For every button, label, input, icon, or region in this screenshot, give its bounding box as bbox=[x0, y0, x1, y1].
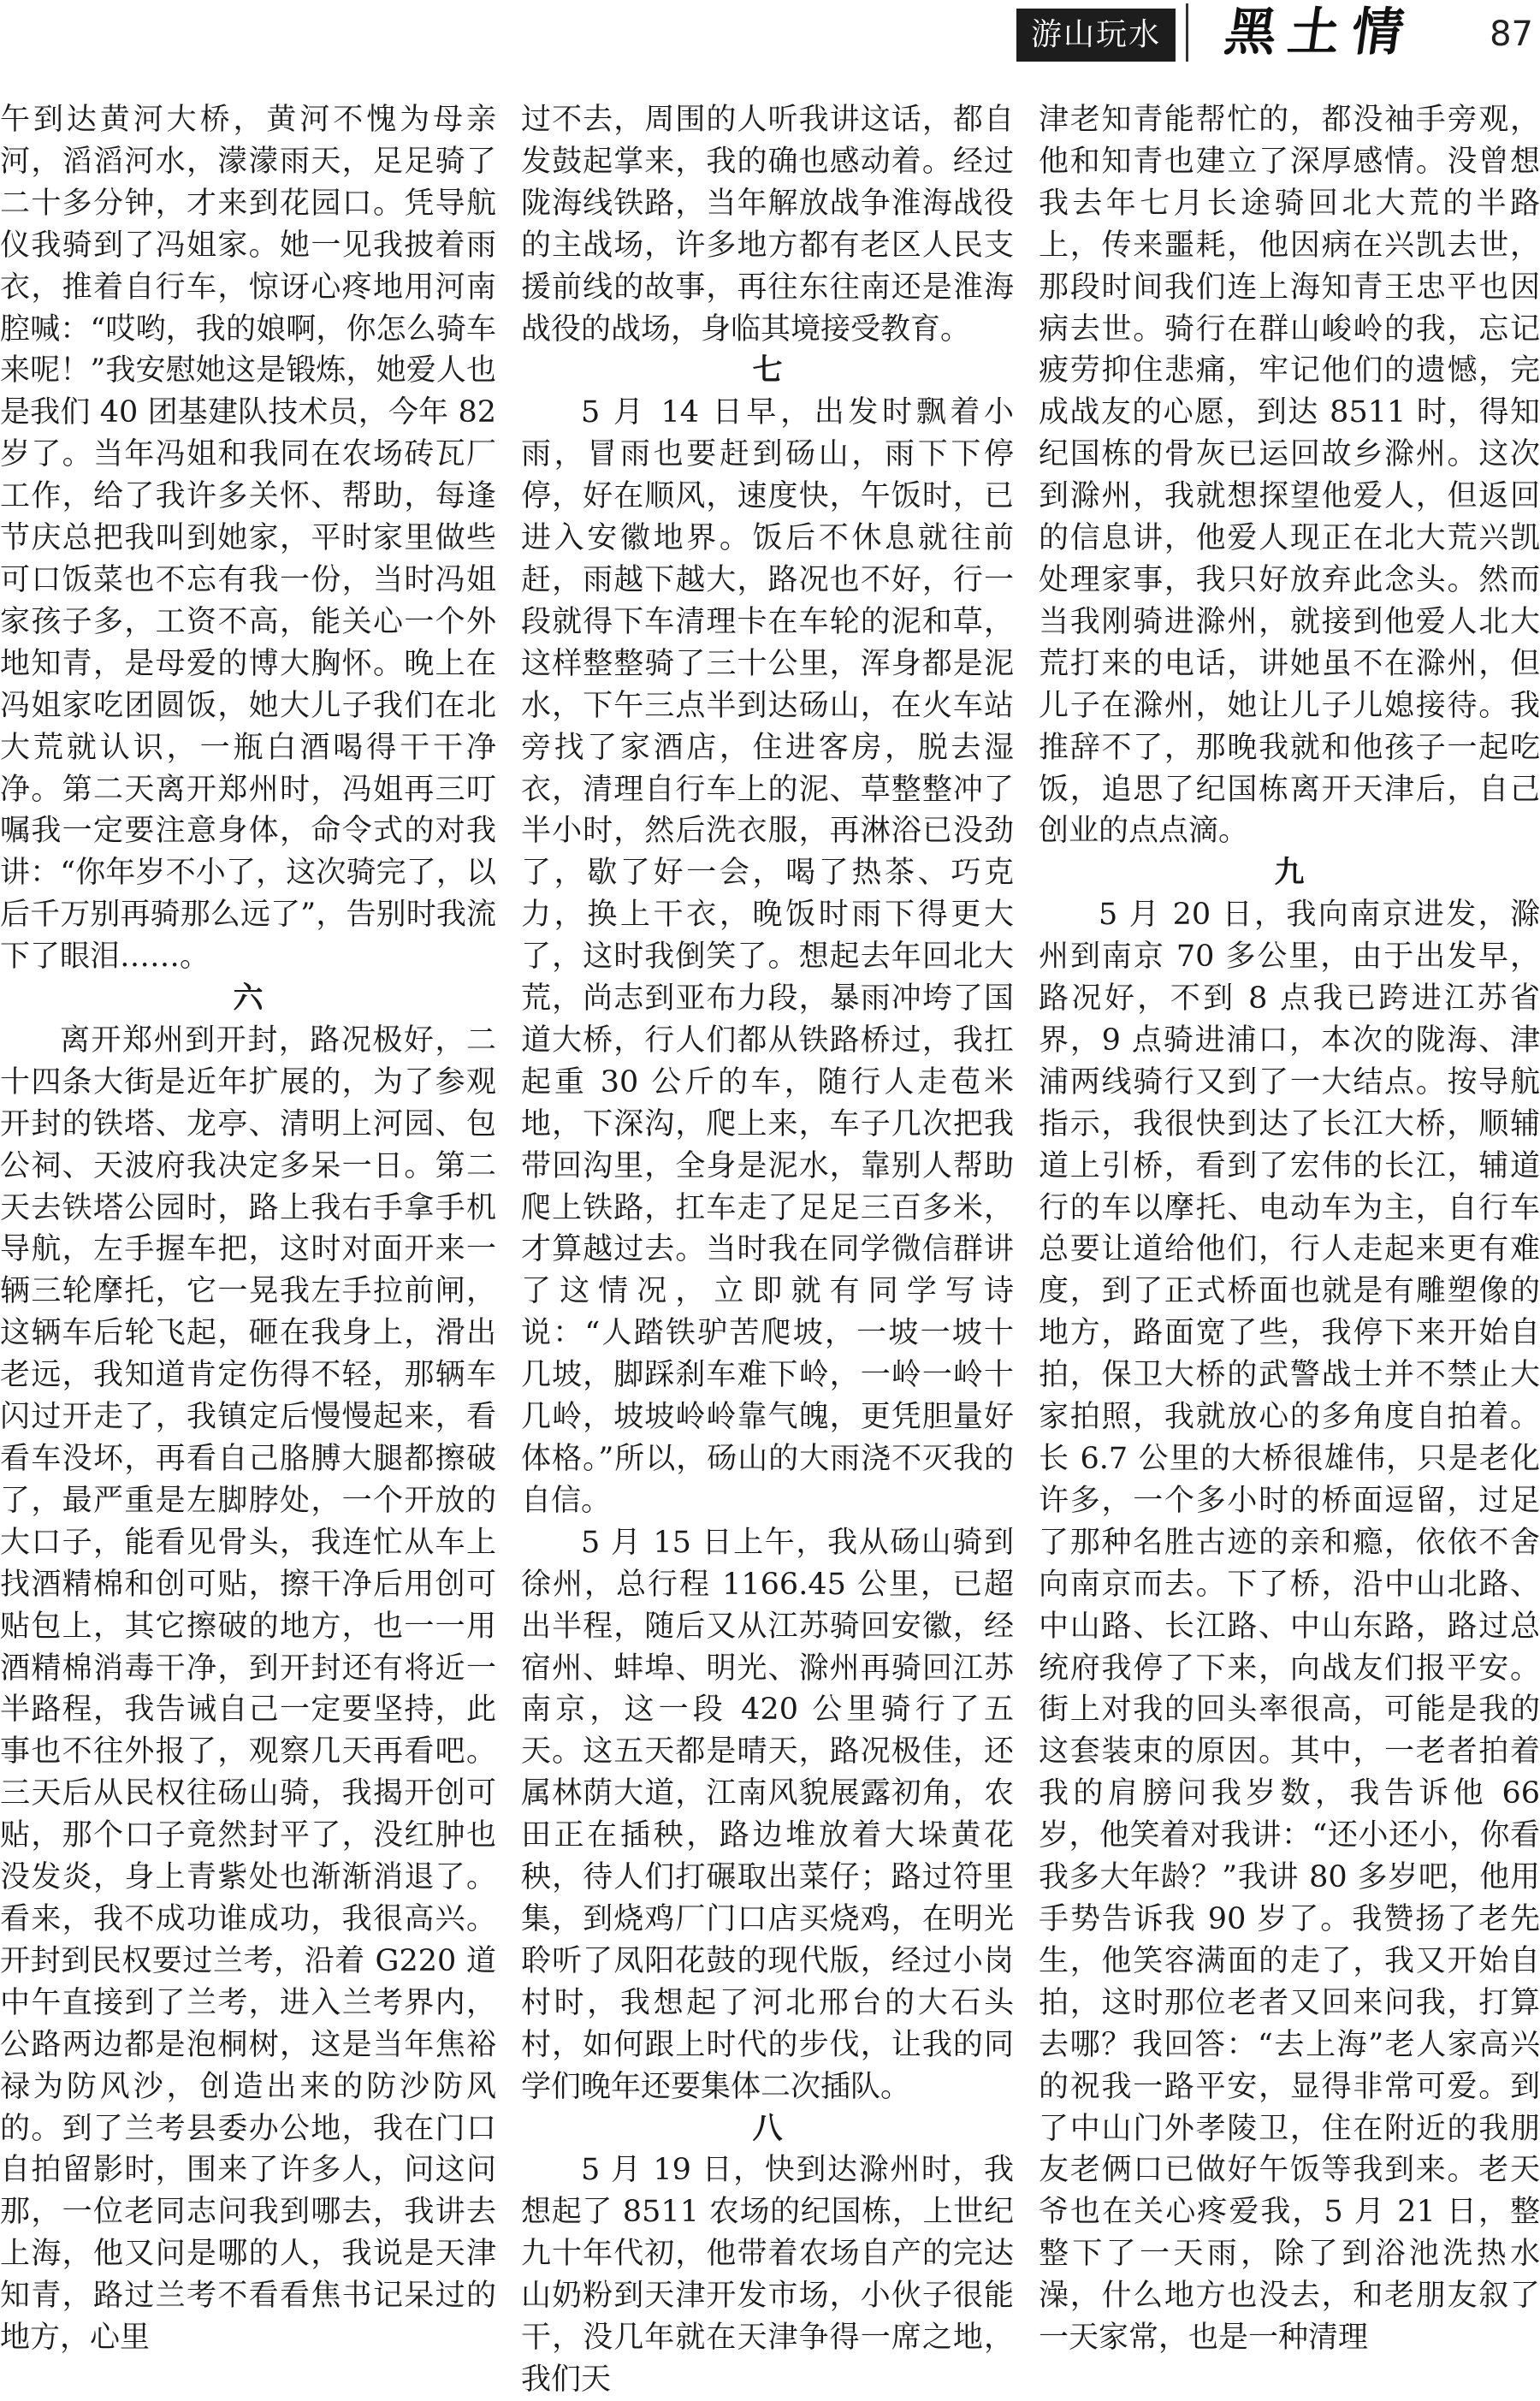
section-heading-8: 八 bbox=[752, 2110, 783, 2146]
paragraph: 离开郑州到开封，路况极好，二十四条大街是近年扩展的，为了参观开封的铁塔、龙亭、清明上河园、包公祠、天波府我决定多呆一日。第二天去铁塔公园时，路上我右手拿手机导航，左手握车把，这时对面开来一辆三轮摩托，它一晃我左手拉前闸，这辆车后轮飞起，砸在我身上，滑出老远，我知道肯定伤得不轻，那辆车闪过开走了，我镇定后慢慢起来，看看车没坏，再看自己胳膊大腿都擦破了，最严重是左脚脖处，一个开放的大口子，能看见骨头，我连忙从车上找酒精棉和创可贴，擦干净后用创可贴包上，其它擦破的地方，也一一用酒精棉消毒干净，到开封还有将近一半路程，我告诫自己一定要坚持，此事也不往外报了，观察几天再看吧。三天后从民权往砀山骑，我揭开创可贴，那个口子竟然封平了，没红肿也没发炎，身上青紫处也渐渐消退了。看来，我不成功谁成功，我很高兴。开封到民权要过兰考，沿着 G220 道中午直接到了兰考，进入兰考界内，公路两边都是泡桐树，这是当年焦裕禄为防风沙，创造出来的防沙防风的。到了兰考县委办公地，我在门口自拍留影时，围来了许多人，问这问那，一位老同志问我到哪去，我讲去上海，他又问是哪的人，我说是天津知青，路过兰考不看看焦书记呆过的地方，心里 bbox=[0, 1023, 496, 2356]
section-heading-9: 九 bbox=[1274, 855, 1305, 891]
paragraph: 5 月 15 日上午，我从砀山骑到徐州，总行程 1166.45 公里，已超出半程，随后又从江苏骑回安徽，经宿州、蚌埠、明光、滁州再骑回江苏南京，这一段 420 公里骑行了五天。这五天都是晴天，路况极佳，还属林荫大道，江南风貌展露初角，农田正在插秧，路边堆放着大垛黄花秧，待人们打碾取出菜仔；路过符里集，到烧鸡厂门口店买烧鸡，在明光聆听了凤阳花鼓的现代版，经过小岗村时，我想起了河北邢台的大石头村，如何跟上时代的步伐，让我的同学们晚年还要集体二次插队。 bbox=[521, 1525, 1014, 2104]
paragraph: 午到达黄河大桥，黄河不愧为母亲河，滔滔河水，濛濛雨天，足足骑了二十多分钟，才来到花园口。凭导航仪我骑到了冯姐家。她一见我披着雨衣，推着自行车，惊讶心疼地用河南腔喊：“哎哟，我的娘啊，你怎么骑车来呢！”我安慰她这是锻炼，她爱人也是我们 40 团基建队技术员，今年 82 岁了。当年冯姐和我同在农场砖瓦厂工作，给了我许多关怀、帮助，每逢节庆总把我叫到她家，平时家里做些可口饭菜也不忘有我一份，当时冯姐家孩子多，工资不高，能关心一个外地知青，是母爱的博大胸怀。晚上在冯姐家吃团圆饭，她大儿子我们在北大荒就认识，一瓶白酒喝得干干净净。第二天离开郑州时，冯姐再三叮嘱我一定要注意身体，命令式的对我讲：“你年岁不小了，这次骑完了，以后千万别再骑那么远了”，告别时我流下了眼泪……。 bbox=[0, 103, 496, 975]
page-number: 87 bbox=[1490, 15, 1533, 54]
section-heading-6: 六 bbox=[233, 981, 264, 1017]
page-header bbox=[0, 0, 1540, 67]
paragraph: 5 月 20 日，我向南京进发，滁州到南京 70 多公里，由于出发早，路况好，不到 8 点我已跨进江苏省界，9 点骑进浦口，本次的陇海、津浦两线骑行又到了一大结点。按导航指示，我很快到达了长江大桥，顺辅道上引桥，看到了宏伟的长江，辅道行的车以摩托、电动车为主，自行车总要让道给他们，行人走起来更有难度，到了正式桥面也就是有雕塑像的地方，路面宽了些，我停下来开始自拍，保卫大桥的武警战士并不禁止大家拍照，我就放心的多角度自拍着。长 6.7 公里的大桥很雄伟，只是老化许多，一个多小时的桥面逗留，过足了那种名胜古迹的亲和瘾，依依不舍向南京而去。下了桥，沿中山北路、中山路、长江路、中山东路，路过总统府我停了下来，向战友们报平安。街上对我的回头率很高，可能是我的这套装束的原因。其中，一老者拍着我的肩膀问我岁数，我告诉他 66 岁，他笑着对我讲：“还小还小，你看我多大年龄？”我讲 80 多岁吧，他用手势告诉我 90 岁了。我赞扬了老先生，他笑容满面的走了，我又开始自拍，这时那位老者又回来问我，打算去哪？我回答：“去上海”老人家高兴的祝我一路平安，显得非常可爱。到了中山门外孝陵卫，住在附近的我朋友老俩口已做好午饭等我到来。老天爷也在关心疼爱我，5 月 21 日，整整下了一天雨，除了到浴池洗热水澡，什么地方也没去，和老朋友叙了一天家常，也是一种清理 bbox=[1039, 898, 1540, 2356]
section-heading-7: 七 bbox=[752, 353, 783, 388]
text-column-3 bbox=[1034, 99, 1540, 2356]
header-divider bbox=[1186, 3, 1188, 62]
paragraph: 过不去，周围的人听我讲这话，都自发鼓起掌来，我的确也感动着。经过陇海线铁路，当年解放战争淮海战役的主战场，许多地方都有老区人民支援前线的故事，再往东往南还是淮海战役的战场，身临其境接受教育。 bbox=[521, 103, 1014, 347]
paragraph: 5 月 14 日早，出发时飘着小雨，冒雨也要赶到砀山，雨下下停停，好在顺风，速度快，午饭时，已进入安徽地界。饭后不休息就往前赶，雨越下越大，路况也不好，行一段就得下车清理卡在车轮的泥和草，这样整整骑了三十公里，浑身都是泥水，下午三点半到达砀山，在火车站旁找了家酒店，住进客房，脱去湿衣，清理自行车上的泥、草整整冲了半小时，然后洗衣服，再淋浴已没劲了，歇了好一会，喝了热茶、巧克力，换上干衣，晚饭时雨下得更大了，这时我倒笑了。想起去年回北大荒，尚志到亚布力段，暴雨冲垮了国道大桥，行人们都从铁路桥过，我扛起重 30 公斤的车，随行人走苞米地，下深沟，爬上来，车子几次把我带回沟里，全身是泥水，靠别人帮助爬上铁路，扛车走了足足三百多米，才算越过去。当时我在同学微信群讲了这情况，立即就有同学写诗说：“人踏铁驴苦爬坡，一坡一坡十几坡，脚踩刹车难下岭，一岭一岭十几岭，坡坡岭岭靠气魄，更凭胆量好体格。”所以，砀山的大雨浇不灭我的自信。 bbox=[521, 395, 1014, 1518]
paragraph: 5 月 19 日，快到达滁州时，我想起了 8511 农场的纪国栋，上世纪九十年代初，他带着农场自产的完达山奶粉到天津开发市场，小伙子很能干，没几年就在天津争得一席之地，我们天 bbox=[521, 2153, 1014, 2397]
text-column-2 bbox=[516, 99, 1014, 2397]
masthead-logo: 黑土情 bbox=[1221, 3, 1419, 62]
text-column-1 bbox=[0, 99, 496, 2356]
section-badge: 游山玩水 bbox=[1016, 9, 1176, 62]
paragraph: 津老知青能帮忙的，都没袖手旁观，他和知青也建立了深厚感情。没曾想我去年七月长途骑回北大荒的半路上，传来噩耗，他因病在兴凯去世，那段时间我们连上海知青王忠平也因病去世。骑行在群山峻岭的我，忘记疲劳抑住悲痛，牢记他们的遗憾，完成战友的心愿，到达 8511 时，得知纪国栋的骨灰已运回故乡滁州。这次到滁州，我就想探望他爱人，但返回的信息讲，他爱人现正在北大荒兴凯处理家事，我只好放弃此念头。然而当我刚骑进滁州，就接到他爱人北大荒打来的电话，讲她虽不在滁州，但儿子在滁州，她让儿子儿媳接待。我推辞不了，那晚我就和他孩子一起吃饭，追思了纪国栋离开天津后，自己创业的点点滴。 bbox=[1039, 103, 1540, 849]
article-body bbox=[0, 99, 1540, 2397]
